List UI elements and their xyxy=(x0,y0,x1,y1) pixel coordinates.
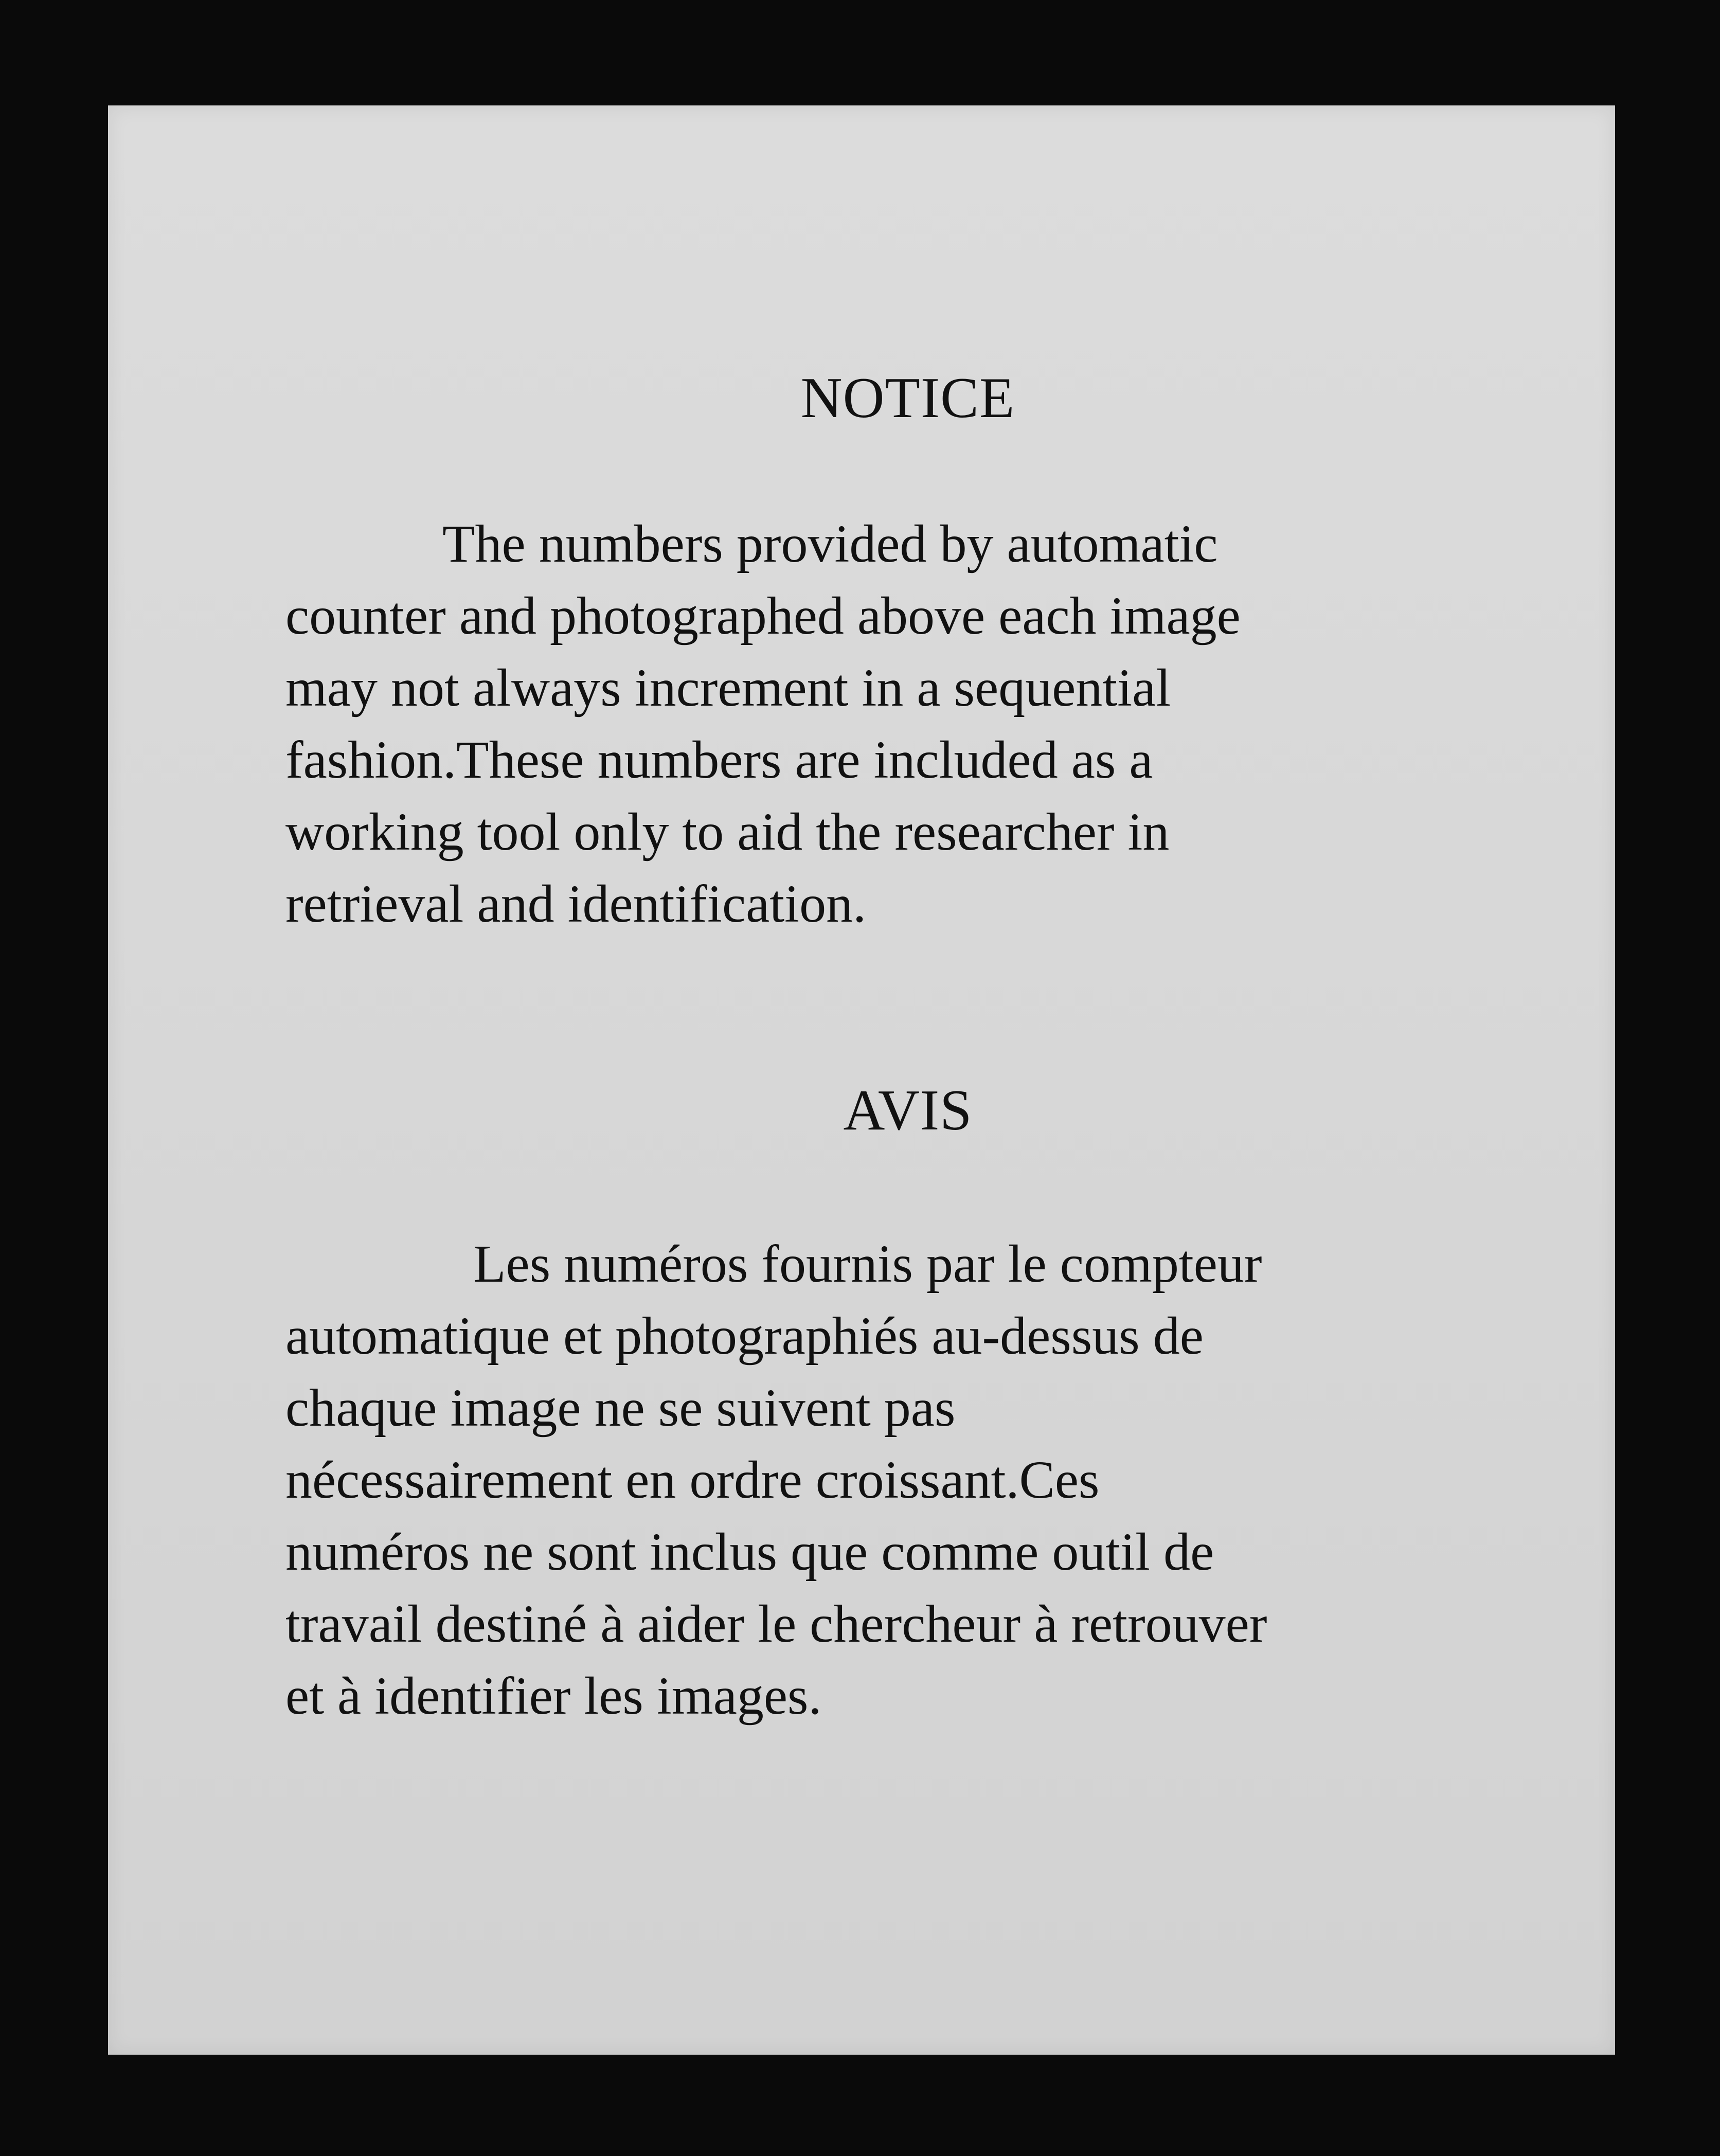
notice-line: may not always increment in a sequential xyxy=(285,658,1171,717)
notice-line: The numbers provided by automatic xyxy=(442,514,1218,573)
avis-paragraph xyxy=(285,1228,1546,1732)
avis-title: AVIS xyxy=(843,1079,973,1142)
avis-line: Les numéros fournis par le compteur xyxy=(473,1234,1262,1293)
avis-line: automatique et photographiés au-dessus de xyxy=(285,1306,1204,1366)
avis-line: chaque image ne se suivent pas xyxy=(285,1378,956,1438)
notice-line: working tool only to aid the researcher in xyxy=(285,802,1170,861)
notice-title: NOTICE xyxy=(800,366,1015,430)
notice-paragraph xyxy=(285,508,1546,940)
notice-line: retrieval and identification. xyxy=(285,874,867,933)
notice-sheet xyxy=(108,105,1615,2055)
notice-line: fashion.These numbers are included as a xyxy=(285,730,1153,789)
notice-line: counter and photographed above each image xyxy=(285,586,1241,645)
avis-line: travail destiné à aider le chercheur à retrouver xyxy=(285,1594,1267,1654)
avis-line: nécessairement en ordre croissant.Ces xyxy=(285,1450,1100,1510)
avis-line: numéros ne sont inclus que comme outil de xyxy=(285,1522,1214,1582)
avis-line: et à identifier les images. xyxy=(285,1666,822,1726)
